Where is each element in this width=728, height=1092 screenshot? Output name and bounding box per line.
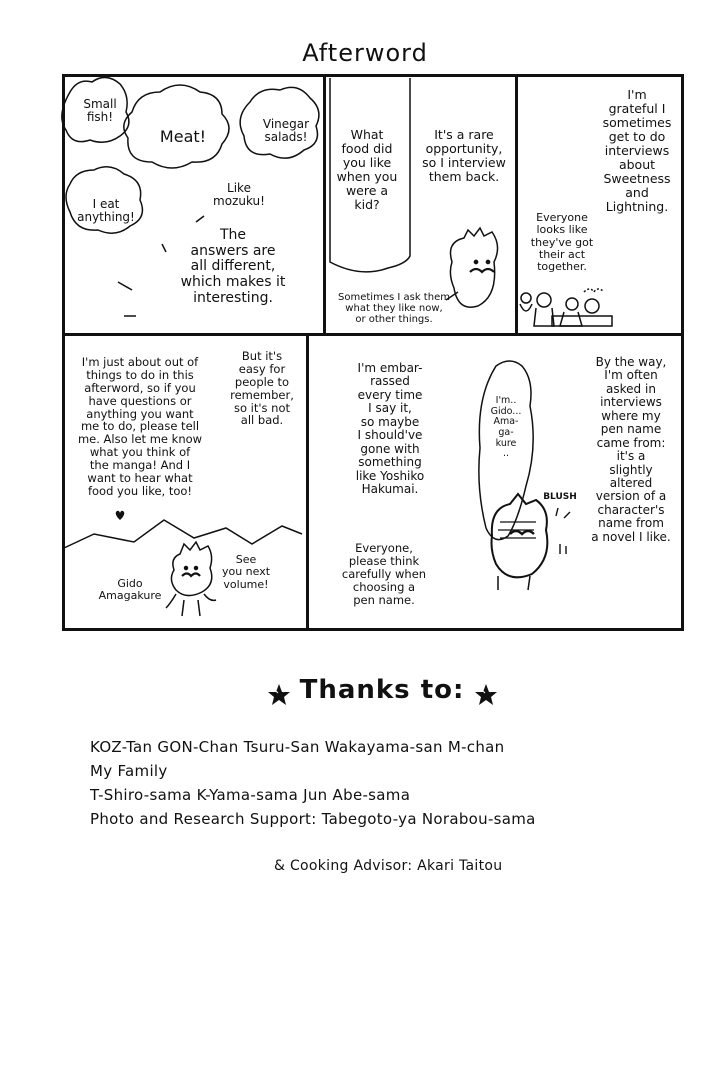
text-eat-anything: I eat anything! [77, 197, 135, 225]
text-out-of-things: I'm just about out of things to do in this afterword, so if you have questions or anything you want me to do, please tell me. Also let me know what you think of the manga! And I want to hear what food you like, too! [77, 355, 203, 498]
star-icon-left [268, 684, 290, 705]
thanks-cooking: & Cooking Advisor: Akari Taitou [274, 858, 503, 874]
text-meat: Meat! [159, 127, 207, 146]
page-title: Afterword [302, 39, 428, 67]
text-balloon: I'm.. Gido... Ama- ga- kure .. [490, 395, 522, 460]
thanks-line-4: Photo and Research Support: Tabegoto-ya Norabou-sama [90, 810, 536, 828]
mountain-line [64, 520, 302, 548]
star-icon-right [475, 684, 497, 705]
text-easy: But it's easy for people to remember, so it's not all bad. [230, 349, 294, 428]
text-gido-name: Gido Amagakure [98, 577, 162, 603]
mascot-head-panel5 [492, 494, 548, 577]
text-mozuku: Like mozuku! [213, 181, 265, 209]
text-rare: It's a rare opportunity, so I interview them back. [422, 127, 506, 184]
text-what-food: What food did you like when you were a kid? [336, 127, 398, 212]
thanks-heading: Thanks to: [299, 675, 465, 705]
text-small-fish: Small fish! [83, 97, 117, 125]
thanks-line-2: My Family [90, 762, 168, 780]
text-see-you: See you next volume! [221, 553, 271, 591]
heart-icon [116, 511, 125, 520]
text-vinegar: Vinegar salads! [262, 117, 310, 145]
mascot-head-panel4 [171, 542, 211, 596]
text-sometimes: Sometimes I ask them what they like now, or other things. [338, 292, 450, 326]
text-blush: BLUSH [543, 492, 577, 502]
text-embarrassed: I'm embar- rassed every time I say it, so maybe I should've gone with something like Yoshiko Hakumai. [355, 361, 425, 496]
thanks-line-1: KOZ-Tan GON-Chan Tsuru-San Wakayama-san M-chan [90, 738, 505, 756]
text-by-the-way: By the way, I'm often asked in interviews where my pen name came from: it's a slightly altered version of a character's name from a novel I like. [591, 355, 671, 544]
text-answers: The answers are all different, which makes it interesting. [180, 227, 286, 306]
text-think: Everyone, please think carefully when choosing a pen name. [341, 541, 427, 607]
text-everyone: Everyone looks like they've got their act together. [530, 211, 594, 274]
text-grateful: I'm grateful I sometimes get to do interviews about Sweetness and Lightning. [602, 87, 672, 214]
thanks-line-3: T-Shiro-sama K-Yama-sama Jun Abe-sama [90, 786, 411, 804]
